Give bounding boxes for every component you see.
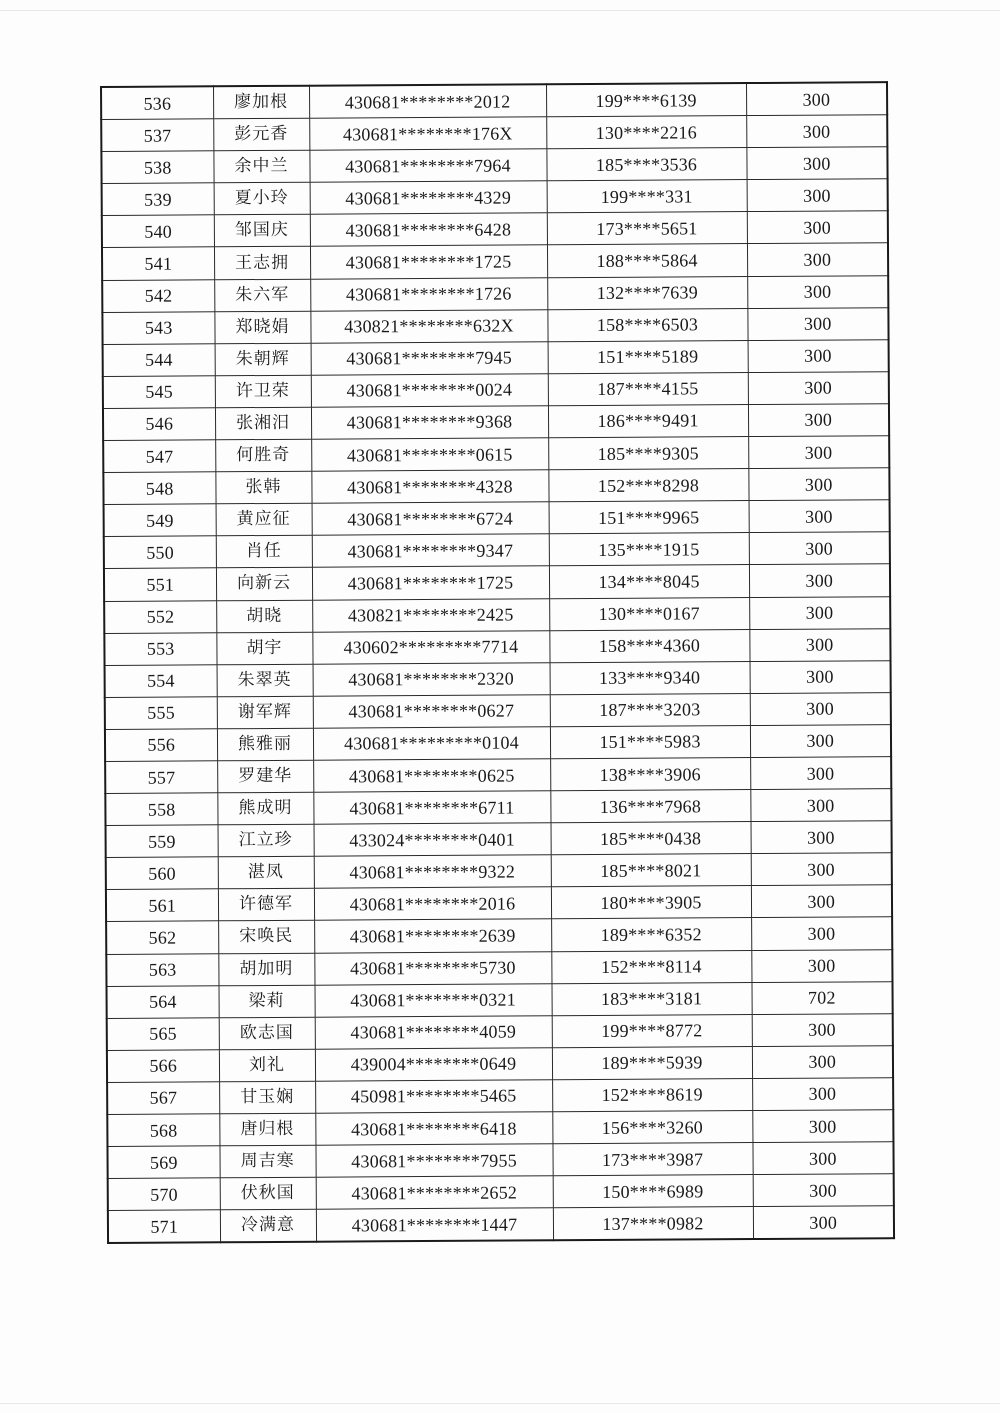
id-number-cell: 430681********2012	[309, 84, 546, 118]
table-row	[106, 885, 892, 922]
phone-cell: 152****8619	[552, 1078, 752, 1111]
phone-cell: 186****9491	[548, 404, 748, 437]
row-number-cell: 550	[104, 536, 216, 569]
name-cell: 向新云	[216, 568, 312, 601]
row-number-cell: 570	[108, 1178, 220, 1211]
name-cell: 梁莉	[218, 985, 314, 1018]
id-number-cell: 430681********0627	[313, 695, 550, 729]
id-number-cell: 450981********5465	[315, 1080, 552, 1114]
amount-cell: 300	[750, 789, 891, 822]
row-number-cell: 558	[105, 793, 217, 826]
phone-cell: 133****9340	[550, 661, 750, 694]
name-cell: 湛凤	[218, 856, 314, 889]
id-number-cell: 430681********4329	[310, 181, 547, 215]
id-number-cell: 430602*********7714	[312, 630, 549, 664]
phone-cell: 151****9965	[549, 501, 749, 534]
amount-cell: 300	[752, 1013, 893, 1046]
amount-cell: 300	[753, 1174, 894, 1207]
id-number-cell: 433024********0401	[314, 823, 551, 857]
name-cell: 廖加根	[213, 86, 309, 119]
table-row	[107, 1013, 893, 1050]
table-row	[103, 436, 889, 473]
row-number-cell: 567	[107, 1082, 219, 1115]
table-row	[108, 1206, 894, 1243]
amount-cell: 300	[751, 885, 892, 918]
amount-cell: 300	[750, 725, 891, 758]
name-cell: 罗建华	[217, 760, 313, 793]
id-number-cell: 430681********1725	[312, 566, 549, 600]
table-row	[104, 500, 890, 537]
phone-cell: 173****3987	[552, 1143, 752, 1176]
table-row	[105, 692, 891, 729]
phone-cell: 152****8298	[548, 469, 748, 502]
phone-cell: 199****6139	[546, 83, 746, 117]
amount-cell: 300	[750, 660, 891, 693]
row-number-cell: 554	[105, 664, 217, 697]
amount-cell: 300	[750, 757, 891, 790]
name-cell: 郑晓娟	[214, 311, 310, 344]
scan-artifact-line	[0, 10, 1000, 11]
name-cell: 何胜奇	[215, 439, 311, 472]
row-number-cell: 548	[103, 472, 215, 505]
id-number-cell: 430681********2320	[313, 662, 550, 696]
table-row	[101, 82, 887, 119]
phone-cell: 187****4155	[548, 372, 748, 405]
amount-cell: 300	[747, 179, 888, 212]
row-number-cell: 537	[101, 119, 213, 152]
row-number-cell: 551	[104, 568, 216, 601]
name-cell: 胡宇	[216, 632, 312, 665]
table-row	[101, 115, 887, 152]
id-number-cell: 430681********1725	[310, 245, 547, 279]
table-row	[106, 949, 892, 986]
name-cell: 欧志国	[219, 1017, 315, 1050]
id-number-cell: 430681********176X	[309, 117, 546, 151]
amount-cell: 300	[753, 1206, 894, 1239]
row-number-cell: 552	[104, 600, 216, 633]
row-number-cell: 557	[105, 761, 217, 794]
table-row	[103, 372, 889, 409]
table-row	[104, 564, 890, 601]
name-cell: 肖任	[216, 536, 312, 569]
row-number-cell: 544	[103, 344, 215, 377]
id-number-cell: 430681********9347	[312, 534, 549, 568]
row-number-cell: 553	[104, 632, 216, 665]
table-row	[102, 243, 888, 280]
amount-cell: 300	[746, 115, 887, 148]
amount-cell: 300	[748, 372, 889, 405]
id-number-cell: 430681********6724	[312, 502, 549, 536]
name-cell: 许德军	[218, 889, 314, 922]
phone-cell: 135****1915	[549, 533, 749, 566]
table-row	[106, 917, 892, 954]
name-cell: 彭元香	[213, 118, 309, 151]
table-row	[105, 789, 891, 826]
phone-cell: 136****7968	[550, 790, 750, 823]
amount-cell: 300	[748, 436, 889, 469]
table-row	[102, 307, 888, 344]
row-number-cell: 538	[101, 151, 213, 184]
id-number-cell: 430681********1726	[310, 277, 547, 311]
table-row	[103, 339, 889, 376]
id-number-cell: 430681********5730	[314, 951, 551, 985]
phone-cell: 185****3536	[546, 148, 746, 181]
id-number-cell: 430681********2652	[316, 1176, 553, 1210]
name-cell: 甘玉娴	[219, 1081, 315, 1114]
amount-cell: 300	[747, 275, 888, 308]
amount-cell: 300	[747, 307, 888, 340]
amount-cell: 300	[751, 821, 892, 854]
amount-cell: 300	[751, 853, 892, 886]
amount-cell: 300	[747, 243, 888, 276]
row-number-cell: 545	[103, 376, 215, 409]
id-number-cell: 430821********2425	[312, 598, 549, 632]
row-number-cell: 539	[102, 183, 214, 216]
table-row	[105, 757, 891, 794]
name-cell: 熊雅丽	[217, 728, 313, 761]
name-cell: 王志拥	[214, 247, 310, 280]
name-cell: 夏小玲	[214, 183, 310, 216]
phone-cell: 185****0438	[551, 822, 751, 855]
amount-cell: 300	[752, 1110, 893, 1143]
row-number-cell: 565	[107, 1018, 219, 1051]
table-row	[102, 275, 888, 312]
phone-cell: 158****4360	[549, 629, 749, 662]
table-row	[107, 1078, 893, 1115]
name-cell: 黄应征	[216, 503, 312, 536]
id-number-cell: 430681*********0104	[313, 727, 550, 761]
table-row	[106, 981, 892, 1018]
table-row	[103, 404, 889, 441]
row-number-cell: 563	[106, 953, 218, 986]
row-number-cell: 561	[106, 889, 218, 922]
id-number-cell: 430681********7945	[311, 342, 548, 376]
phone-cell: 199****8772	[552, 1014, 752, 1047]
amount-cell: 300	[749, 532, 890, 565]
phone-cell: 156****3260	[552, 1111, 752, 1144]
amount-cell: 300	[746, 147, 887, 180]
phone-cell: 199****331	[547, 180, 747, 213]
phone-cell: 130****0167	[549, 597, 749, 630]
id-number-cell: 430681********7964	[309, 149, 546, 183]
name-cell: 胡晓	[216, 600, 312, 633]
name-cell: 谢军辉	[217, 696, 313, 729]
row-number-cell: 560	[106, 857, 218, 890]
name-cell: 邹国庆	[214, 215, 310, 248]
row-number-cell: 549	[104, 504, 216, 537]
row-number-cell: 546	[103, 408, 215, 441]
phone-cell: 185****8021	[551, 854, 751, 887]
amount-cell: 300	[752, 1142, 893, 1175]
phone-cell: 158****6503	[547, 308, 747, 341]
phone-cell: 151****5983	[550, 725, 750, 758]
row-number-cell: 547	[103, 440, 215, 473]
row-number-cell: 559	[106, 825, 218, 858]
amount-cell: 702	[751, 981, 892, 1014]
id-number-cell: 430681********6711	[313, 791, 550, 825]
name-cell: 朱朝辉	[215, 343, 311, 376]
row-number-cell: 542	[102, 279, 214, 312]
row-number-cell: 536	[101, 86, 213, 119]
phone-cell: 183****3181	[551, 982, 751, 1015]
name-cell: 张湘汨	[215, 407, 311, 440]
name-cell: 刘礼	[219, 1049, 315, 1082]
id-number-cell: 430681********0024	[311, 374, 548, 408]
id-number-cell: 430681********6418	[315, 1112, 552, 1146]
row-number-cell: 562	[106, 921, 218, 954]
name-cell: 朱翠英	[217, 664, 313, 697]
amount-cell: 300	[749, 596, 890, 629]
amount-cell: 300	[750, 692, 891, 725]
id-number-cell: 439004********0649	[315, 1048, 552, 1082]
id-number-cell: 430681********4328	[311, 470, 548, 504]
phone-cell: 188****5864	[547, 244, 747, 277]
phone-cell: 138****3906	[550, 758, 750, 791]
row-number-cell: 564	[106, 985, 218, 1018]
amount-cell: 300	[752, 1045, 893, 1078]
table-row	[104, 596, 890, 633]
name-cell: 周吉寒	[219, 1145, 315, 1178]
name-cell: 唐归根	[219, 1113, 315, 1146]
amount-cell: 300	[748, 339, 889, 372]
phone-cell: 151****5189	[548, 340, 748, 373]
id-number-cell: 430681********0615	[311, 438, 548, 472]
amount-cell: 300	[746, 82, 887, 115]
id-number-cell: 430681********2639	[314, 919, 551, 953]
row-number-cell: 571	[108, 1210, 220, 1243]
table-row	[104, 532, 890, 569]
row-number-cell: 541	[102, 247, 214, 280]
table-row	[108, 1174, 894, 1211]
table-row	[106, 853, 892, 890]
phone-cell: 150****6989	[553, 1175, 753, 1208]
table-row	[103, 468, 889, 505]
phone-cell: 152****8114	[551, 950, 751, 983]
id-number-cell: 430681********0321	[314, 983, 551, 1017]
amount-cell: 300	[751, 917, 892, 950]
id-number-cell: 430681********4059	[315, 1015, 552, 1049]
phone-cell: 134****8045	[549, 565, 749, 598]
id-number-cell: 430681********9322	[314, 855, 551, 889]
table-row	[102, 179, 888, 216]
table-row	[107, 1142, 893, 1179]
row-number-cell: 555	[105, 697, 217, 730]
name-cell: 朱六军	[214, 279, 310, 312]
phone-cell: 130****2216	[546, 116, 746, 149]
phone-cell: 189****5939	[552, 1046, 752, 1079]
id-number-cell: 430821********632X	[310, 309, 547, 343]
table-row	[101, 147, 887, 184]
amount-cell: 300	[748, 404, 889, 437]
table-row	[106, 821, 892, 858]
amount-cell: 300	[749, 564, 890, 597]
recipient-table	[100, 81, 895, 1244]
table-row	[105, 660, 891, 697]
table-row	[104, 628, 890, 665]
name-cell: 伏秋国	[220, 1177, 316, 1210]
phone-cell: 185****9305	[548, 437, 748, 470]
name-cell: 许卫荣	[215, 375, 311, 408]
row-number-cell: 569	[107, 1146, 219, 1179]
amount-cell: 300	[752, 1078, 893, 1111]
amount-cell: 300	[748, 468, 889, 501]
phone-cell: 173****5651	[547, 212, 747, 245]
amount-cell: 300	[747, 211, 888, 244]
id-number-cell: 430681********2016	[314, 887, 551, 921]
phone-cell: 137****0982	[553, 1207, 753, 1241]
table-row	[102, 211, 888, 248]
phone-cell: 187****3203	[550, 693, 750, 726]
id-number-cell: 430681********6428	[310, 213, 547, 247]
table-row	[107, 1110, 893, 1147]
name-cell: 宋唤民	[218, 921, 314, 954]
id-number-cell: 430681********0625	[313, 759, 550, 793]
id-number-cell: 430681********1447	[316, 1208, 553, 1242]
phone-cell: 132****7639	[547, 276, 747, 309]
amount-cell: 300	[749, 500, 890, 533]
recipient-table-wrapper	[100, 81, 893, 1244]
name-cell: 熊成明	[217, 792, 313, 825]
name-cell: 胡加明	[218, 953, 314, 986]
row-number-cell: 556	[105, 729, 217, 762]
name-cell: 张韩	[215, 471, 311, 504]
row-number-cell: 566	[107, 1050, 219, 1083]
scan-artifact-line	[0, 1403, 1000, 1404]
name-cell: 余中兰	[213, 150, 309, 183]
id-number-cell: 430681********9368	[311, 406, 548, 440]
phone-cell: 189****6352	[551, 918, 751, 951]
name-cell: 冷满意	[220, 1209, 316, 1242]
id-number-cell: 430681********7955	[315, 1144, 552, 1178]
table-row	[105, 725, 891, 762]
name-cell: 江立珍	[218, 824, 314, 857]
amount-cell: 300	[751, 949, 892, 982]
row-number-cell: 540	[102, 215, 214, 248]
row-number-cell: 568	[107, 1114, 219, 1147]
amount-cell: 300	[749, 628, 890, 661]
table-body	[101, 82, 894, 1243]
row-number-cell: 543	[102, 311, 214, 344]
table-row	[107, 1045, 893, 1082]
phone-cell: 180****3905	[551, 886, 751, 919]
